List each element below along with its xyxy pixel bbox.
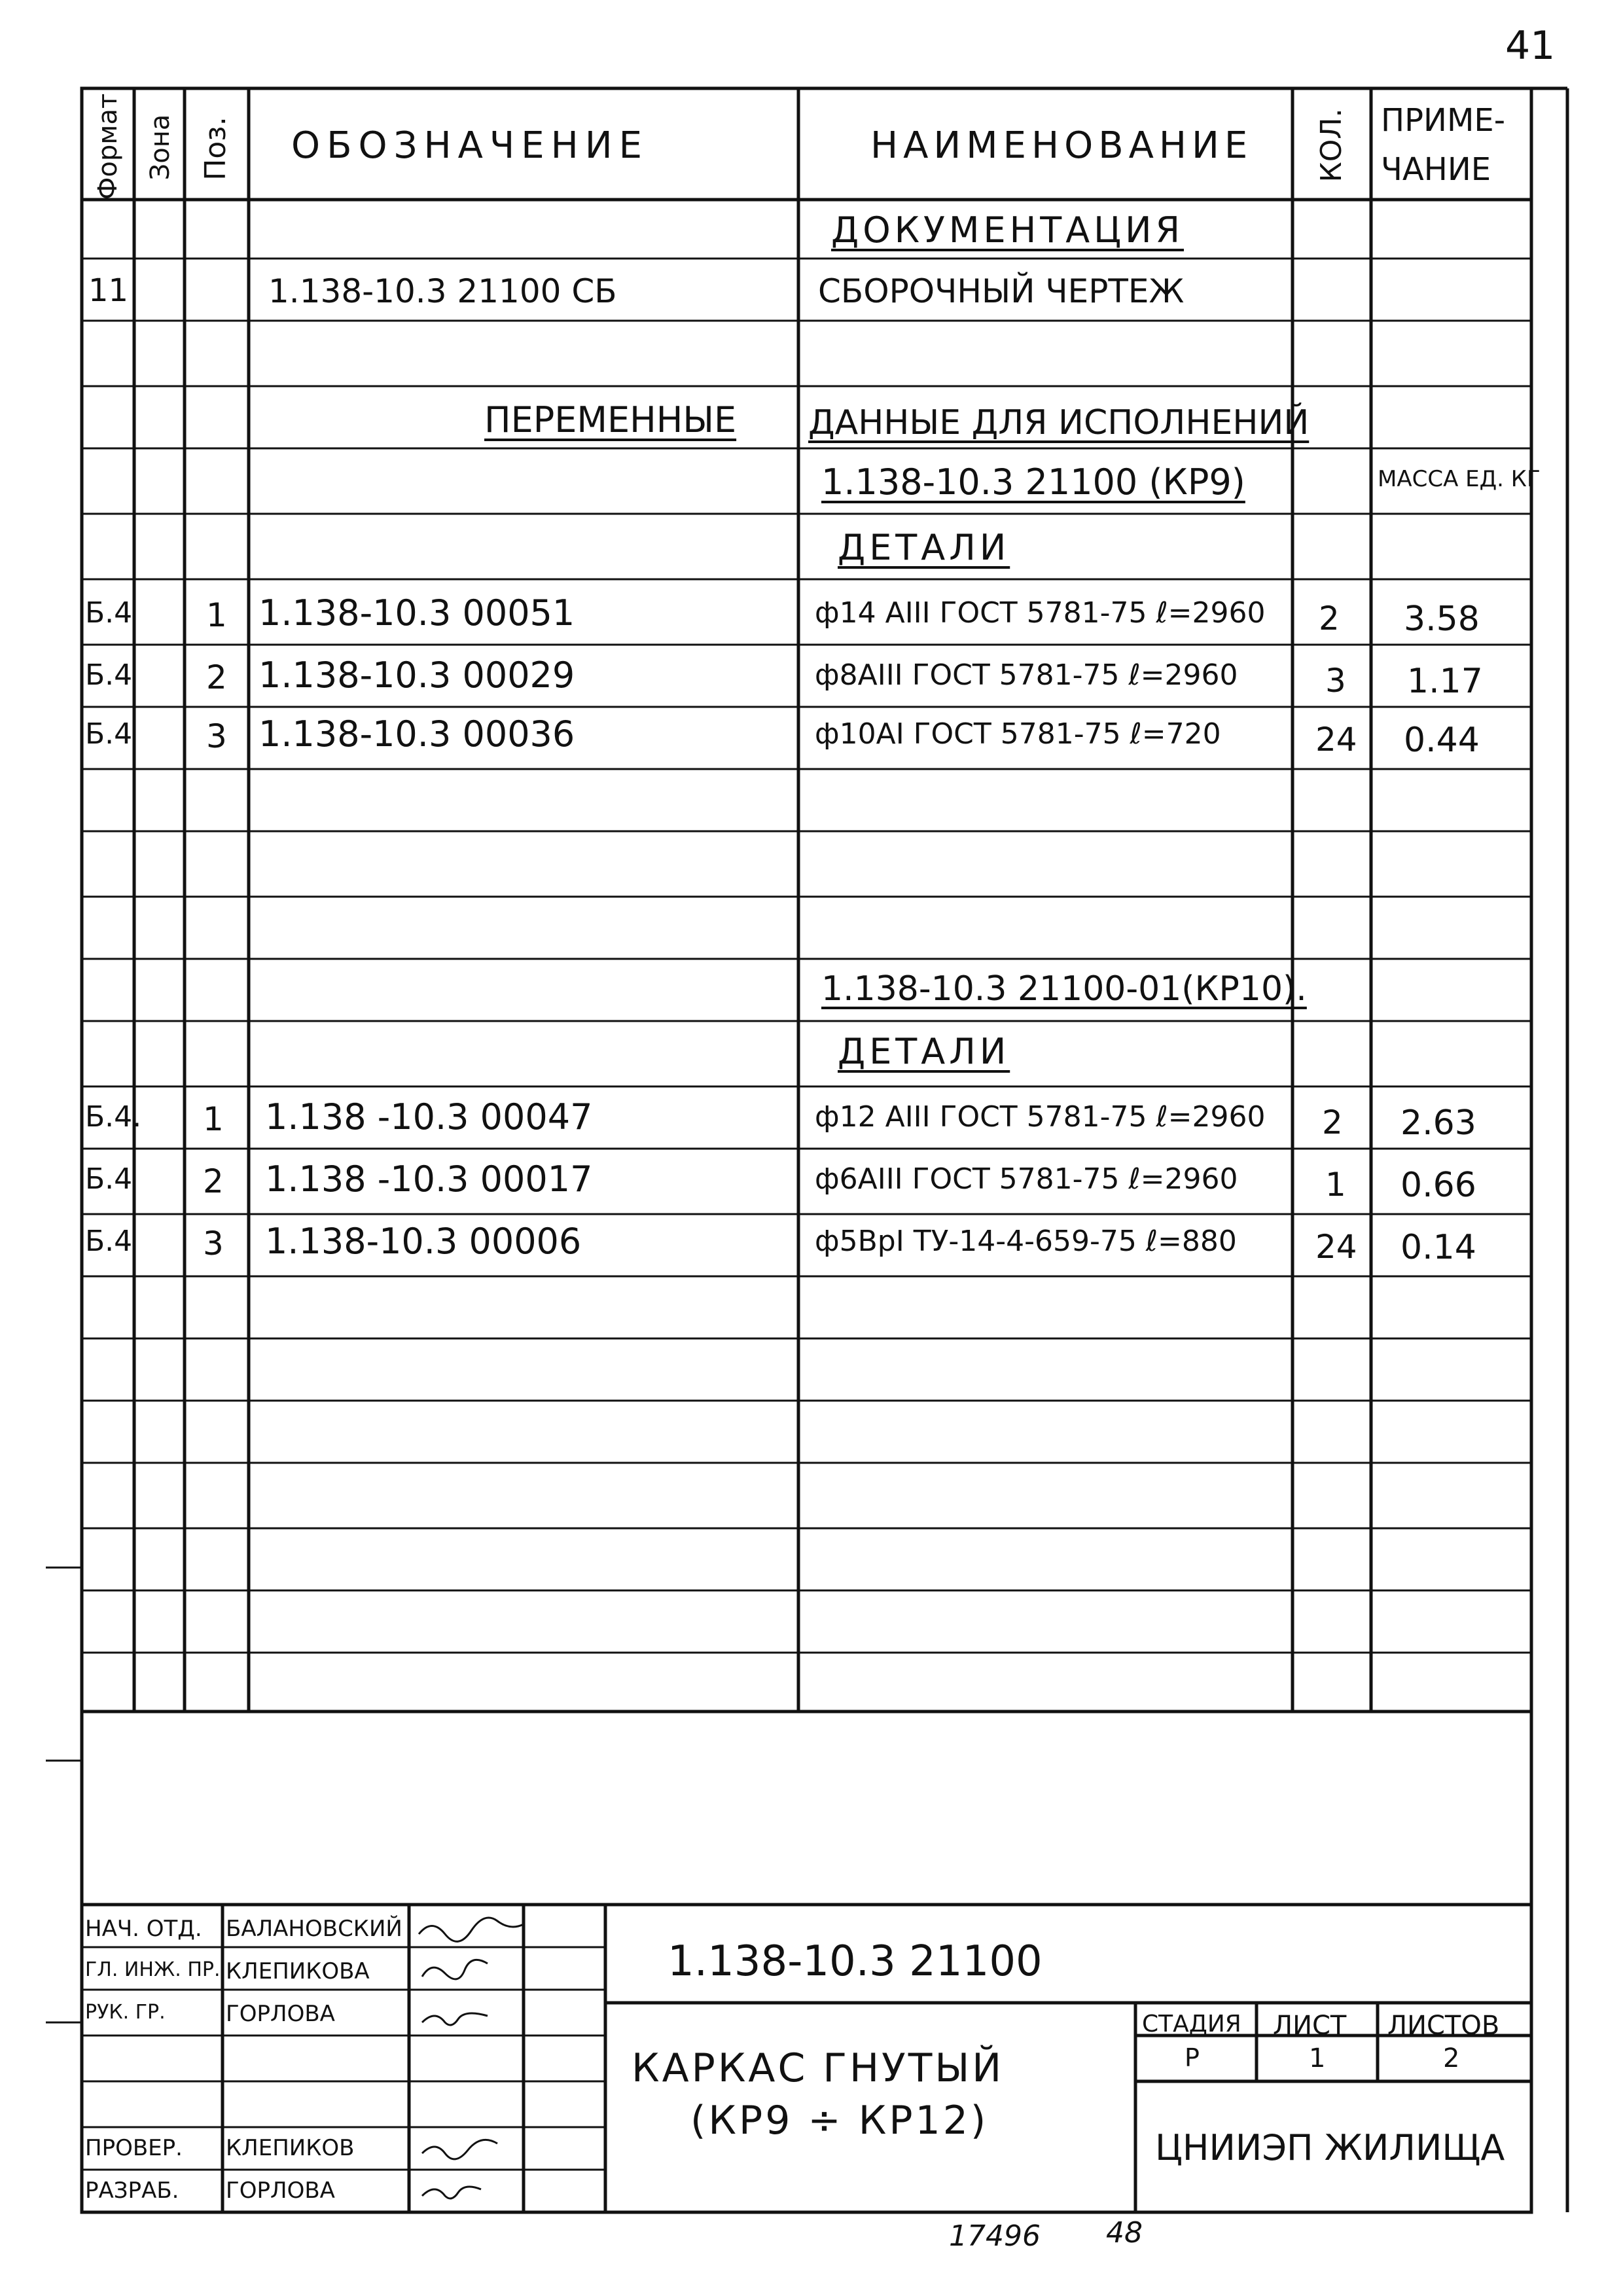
header-note-line1: ПРИМЕ- <box>1381 102 1506 139</box>
row-note: 0.44 <box>1404 721 1480 760</box>
row-format: 11 <box>88 272 129 309</box>
header-zone: Зона <box>145 114 175 181</box>
organization-name: ЦНИИЭП ЖИЛИЩА <box>1155 2127 1505 2168</box>
document-title-line2: (КР9 ÷ КР12) <box>690 2098 989 2144</box>
staff-name: БАЛАНОВСКИЙ <box>226 1916 402 1942</box>
variant-kr10-heading: 1.138-10.3 21100-01(КР10). <box>821 969 1307 1009</box>
row-qty: 24 <box>1315 1228 1357 1266</box>
row-format: Б.4 <box>85 717 133 751</box>
row-qty: 1 <box>1325 1166 1346 1204</box>
row-format: Б.4 <box>85 596 133 630</box>
sheets-value: 2 <box>1443 2043 1460 2073</box>
row-format: Б.4. <box>85 1100 142 1134</box>
staff-role: РАЗРАБ. <box>85 2178 179 2204</box>
row-designation: 1.138 -10.3 00047 <box>265 1096 593 1138</box>
row-qty: 3 <box>1325 662 1346 700</box>
row-format: Б.4 <box>85 658 133 692</box>
row-note: 0.66 <box>1400 1166 1476 1205</box>
staff-name: ГОРЛОВА <box>226 2178 335 2204</box>
header-qty: КОЛ. <box>1315 108 1348 183</box>
row-note: 3.58 <box>1404 600 1480 639</box>
row-designation: 1.138 -10.3 00017 <box>265 1158 593 1200</box>
row-note: 1.17 <box>1407 662 1483 701</box>
row-format: Б.4 <box>85 1162 133 1196</box>
section-details-kr10: ДЕТАЛИ <box>838 1031 1010 1072</box>
row-format: Б.4 <box>85 1225 133 1258</box>
header-note-line2: ЧАНИЕ <box>1381 151 1491 188</box>
row-note: 2.63 <box>1400 1103 1476 1143</box>
variable-data-heading-right: ДАННЫЕ ДЛЯ ИСПОЛНЕНИЙ <box>808 403 1310 442</box>
row-qty: 2 <box>1322 1103 1343 1141</box>
row-designation: 1.138-10.3 00051 <box>259 592 575 634</box>
staff-name: КЛЕПИКОВ <box>226 2135 355 2161</box>
row-pos: 2 <box>206 658 227 696</box>
row-designation: 1.138-10.3 00036 <box>259 713 575 755</box>
archive-number: 17496 <box>949 2219 1041 2253</box>
stage-value: Р <box>1185 2043 1200 2072</box>
document-number: 1.138-10.3 21100 <box>668 1937 1043 1986</box>
row-name: ф6АIII ГОСТ 5781-75 ℓ=2960 <box>815 1162 1238 1196</box>
staff-role: ПРОВЕР. <box>85 2135 183 2161</box>
section-documentation: ДОКУМЕНТАЦИЯ <box>831 209 1185 251</box>
document-title-line1: КАРКАС ГНУТЫЙ <box>632 2045 1005 2091</box>
row-name: ф14 АIII ГОСТ 5781-75 ℓ=2960 <box>815 596 1266 630</box>
row-pos: 1 <box>203 1100 224 1138</box>
row-designation: 1.138-10.3 21100 СБ <box>268 272 617 310</box>
row-note: 0.14 <box>1400 1228 1476 1267</box>
row-name: ф10АI ГОСТ 5781-75 ℓ=720 <box>815 717 1221 751</box>
mass-unit-label: МАССА ЕД. КГ <box>1378 466 1541 492</box>
row-designation: 1.138-10.3 00029 <box>259 655 575 696</box>
row-pos: 2 <box>203 1162 224 1200</box>
row-name: ф8АIII ГОСТ 5781-75 ℓ=2960 <box>815 658 1238 692</box>
header-pos: Поз. <box>199 117 232 181</box>
stage-label: СТАДИЯ <box>1142 2011 1241 2037</box>
sheet-code: 48 <box>1106 2216 1143 2250</box>
section-details-kr9: ДЕТАЛИ <box>838 527 1010 568</box>
row-pos: 3 <box>206 717 227 755</box>
row-name: ф5ВрI ТУ-14-4-659-75 ℓ=880 <box>815 1225 1237 1258</box>
variable-data-heading-left: ПЕРЕМЕННЫЕ <box>484 399 737 440</box>
row-name: СБОРОЧНЫЙ ЧЕРТЕЖ <box>818 272 1185 310</box>
variant-kr9-heading: 1.138-10.3 21100 (КР9) <box>821 461 1245 503</box>
staff-name: КЛЕПИКОВА <box>226 1958 370 1984</box>
sheet-value: 1 <box>1309 2043 1326 2073</box>
row-designation: 1.138-10.3 00006 <box>265 1221 582 1262</box>
row-qty: 2 <box>1319 600 1340 637</box>
sheets-label: ЛИСТОВ <box>1387 2011 1500 2041</box>
sheet-label: ЛИСТ <box>1273 2011 1347 2041</box>
staff-name: ГОРЛОВА <box>226 2001 335 2027</box>
row-name: ф12 АIII ГОСТ 5781-75 ℓ=2960 <box>815 1100 1266 1134</box>
staff-role: РУК. ГР. <box>85 2001 166 2024</box>
row-pos: 3 <box>203 1225 224 1263</box>
header-designation: ОБОЗНАЧЕНИЕ <box>291 124 649 167</box>
header-name: НАИМЕНОВАНИЕ <box>870 124 1253 167</box>
staff-role: НАЧ. ОТД. <box>85 1916 202 1942</box>
row-qty: 24 <box>1315 721 1357 759</box>
page-number: 41 <box>1505 23 1556 69</box>
row-pos: 1 <box>206 596 227 634</box>
header-format: Формат <box>93 93 123 200</box>
staff-role: ГЛ. ИНЖ. ПР. <box>85 1958 221 1981</box>
